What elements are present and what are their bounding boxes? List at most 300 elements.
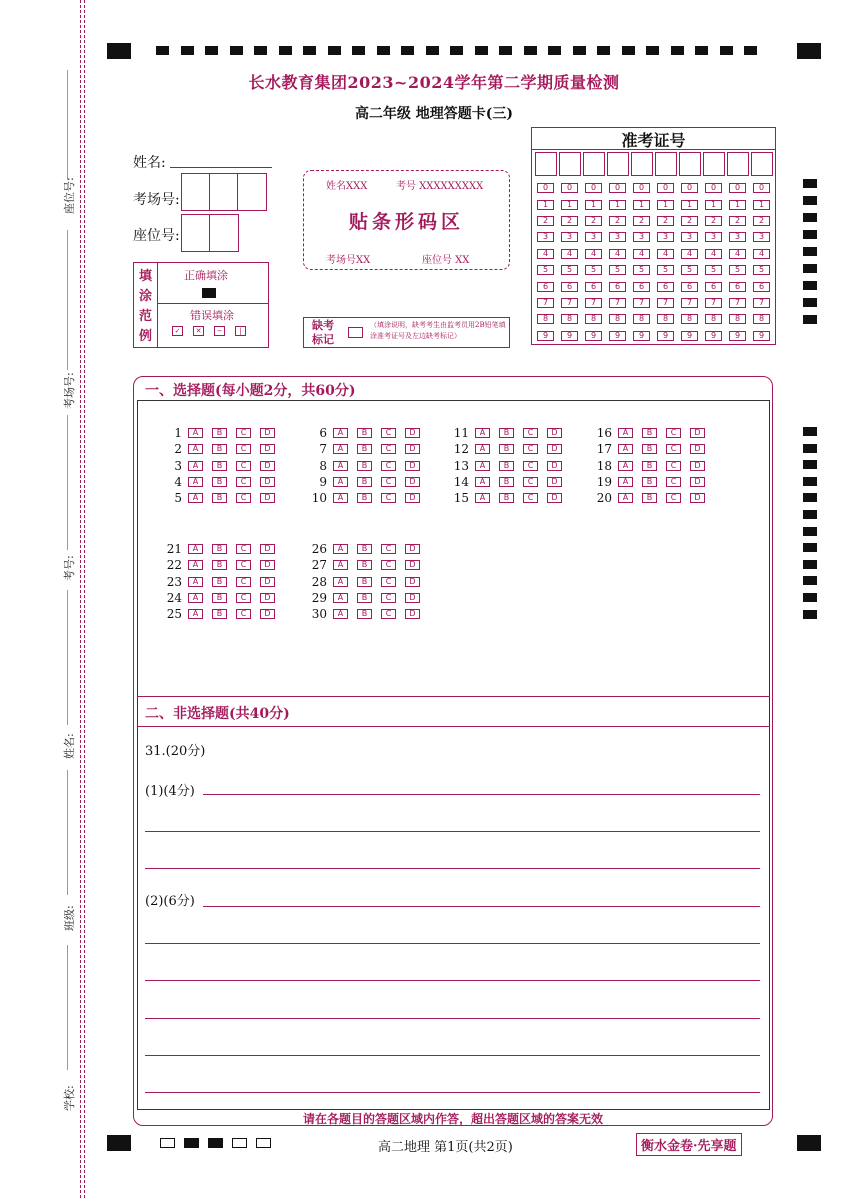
timing-mark [803,493,817,502]
option-bubble[interactable]: C [666,428,681,438]
option-bubble[interactable]: A [188,577,203,587]
answer-line[interactable] [203,906,760,907]
option-bubble[interactable]: C [236,428,251,438]
option-bubble[interactable]: C [381,444,396,454]
exam-digit-row [537,262,777,278]
option-bubble[interactable]: D [260,428,275,438]
option-bubble[interactable]: A [618,477,633,487]
option-bubble[interactable]: C [236,477,251,487]
correct-label: 正确填涂 [184,269,228,282]
digit-bubble[interactable]: 4 [609,249,626,259]
mc-question [160,441,284,457]
digit-bubble[interactable]: 1 [657,200,674,210]
option-bubble[interactable]: D [405,477,420,487]
digit-bubble[interactable]: 4 [729,249,746,259]
digit-bubble[interactable]: 9 [609,331,626,341]
mc-question [160,474,284,490]
barcode-room: 考场号XX [326,255,371,266]
digit-bubble[interactable]: 3 [537,232,554,242]
digit-bubble[interactable]: 5 [609,265,626,275]
question-number: 27 [311,558,327,573]
digit-bubble[interactable]: 5 [657,265,674,275]
option-bubble[interactable]: B [357,577,372,587]
digit-bubble[interactable]: 5 [753,265,770,275]
digit-bubble[interactable]: 0 [561,183,578,193]
digit-bubble[interactable]: 3 [633,232,650,242]
option-bubble[interactable]: B [499,477,514,487]
option-bubble[interactable]: D [260,560,275,570]
timing-mark [597,46,610,55]
side-write-line[interactable] [67,230,68,370]
digit-bubble[interactable]: 4 [537,249,554,259]
option-bubble[interactable]: A [333,593,348,603]
option-bubble[interactable]: D [405,428,420,438]
digit-bubble[interactable]: 2 [657,216,674,226]
digit-bubble[interactable]: 6 [729,282,746,292]
option-bubble[interactable]: B [212,461,227,471]
timing-mark [803,610,817,619]
digit-bubble[interactable]: 4 [657,249,674,259]
option-bubble[interactable]: A [475,493,490,503]
digit-bubble[interactable]: 7 [681,298,698,308]
absent-box [303,317,510,348]
option-bubble[interactable]: B [212,444,227,454]
digit-bubble[interactable]: 0 [753,183,770,193]
exam-digit-row [537,311,777,327]
digit-bubble[interactable]: 0 [537,183,554,193]
exam-digit-box[interactable] [607,152,629,176]
option-bubble[interactable]: B [642,477,657,487]
digit-bubble[interactable]: 4 [753,249,770,259]
exam-digit-box[interactable] [583,152,605,176]
digit-bubble[interactable]: 2 [681,216,698,226]
question-number: 4 [174,474,182,489]
side-write-line[interactable] [67,590,68,725]
answer-line[interactable] [145,868,760,869]
option-bubble[interactable]: B [212,428,227,438]
option-bubble[interactable]: D [260,609,275,619]
option-bubble[interactable]: A [188,428,203,438]
option-bubble[interactable]: D [690,493,705,503]
option-bubble[interactable]: C [381,477,396,487]
option-bubble[interactable]: A [333,560,348,570]
timing-mark [230,46,243,55]
option-bubble[interactable]: A [333,477,348,487]
option-bubble[interactable]: C [666,477,681,487]
answer-line[interactable] [145,980,760,981]
digit-bubble[interactable]: 2 [537,216,554,226]
option-bubble[interactable]: C [523,461,538,471]
option-bubble[interactable]: D [405,444,420,454]
digit-bubble[interactable]: 0 [705,183,722,193]
side-class-label: 班级: [63,905,76,931]
exam-digit-box[interactable] [751,152,773,176]
option-bubble[interactable]: D [547,493,562,503]
option-bubble[interactable]: B [357,444,372,454]
answer-area [137,400,770,1110]
option-bubble[interactable]: D [405,493,420,503]
option-bubble[interactable]: A [188,493,203,503]
option-bubble[interactable]: A [188,477,203,487]
answer-line[interactable] [203,794,760,795]
digit-bubble[interactable]: 8 [657,314,674,324]
option-bubble[interactable]: D [405,461,420,471]
option-bubble[interactable]: C [381,428,396,438]
option-bubble[interactable]: D [260,593,275,603]
option-bubble[interactable]: A [188,560,203,570]
digit-bubble[interactable]: 4 [681,249,698,259]
option-bubble[interactable]: C [666,444,681,454]
digit-bubble[interactable]: 1 [729,200,746,210]
option-bubble[interactable]: D [690,461,705,471]
exam-digit-box[interactable] [727,152,749,176]
digit-bubble[interactable]: 3 [705,232,722,242]
digit-bubble[interactable]: 9 [537,331,554,341]
option-bubble[interactable]: B [357,560,372,570]
footer-note: 请在各题目的答题区域内作答，超出答题区域的答案无效 [302,1112,603,1126]
side-write-line[interactable] [67,945,68,1070]
option-bubble[interactable]: C [236,493,251,503]
room-boxes[interactable] [181,173,267,211]
digit-bubble[interactable]: 1 [705,200,722,210]
option-bubble[interactable]: A [475,477,490,487]
option-bubble[interactable]: A [333,428,348,438]
option-bubble[interactable]: C [381,577,396,587]
option-bubble[interactable]: B [212,493,227,503]
question-number: 20 [596,491,612,506]
exam-digit-row [537,246,777,262]
option-bubble[interactable]: C [381,461,396,471]
digit-bubble[interactable]: 2 [585,216,602,226]
digit-bubble[interactable]: 6 [609,282,626,292]
side-write-line[interactable] [67,415,68,550]
option-bubble[interactable]: D [260,461,275,471]
digit-bubble[interactable]: 3 [657,232,674,242]
mc-question [305,541,429,557]
corner-mark [107,43,131,59]
barcode-name: 姓名XXX [326,181,368,192]
option-bubble[interactable]: D [260,493,275,503]
digit-bubble[interactable]: 2 [609,216,626,226]
digit-bubble[interactable]: 0 [633,183,650,193]
option-bubble[interactable]: B [212,577,227,587]
answer-line[interactable] [145,943,760,944]
option-bubble[interactable]: A [188,461,203,471]
digit-bubble[interactable]: 9 [705,331,722,341]
option-bubble[interactable]: C [236,544,251,554]
digit-bubble[interactable]: 8 [705,314,722,324]
digit-bubble[interactable]: 7 [705,298,722,308]
option-bubble[interactable]: A [333,544,348,554]
digit-bubble[interactable]: 3 [681,232,698,242]
digit-bubble[interactable]: 9 [753,331,770,341]
option-bubble[interactable]: C [523,444,538,454]
option-bubble[interactable]: D [405,544,420,554]
wrong-label: 错误填涂 [190,309,234,322]
digit-bubble[interactable]: 5 [585,265,602,275]
digit-bubble[interactable]: 6 [753,282,770,292]
seat-boxes[interactable] [181,214,239,252]
option-bubble[interactable]: A [333,444,348,454]
exam-number-inputs[interactable] [532,152,775,176]
timing-mark [524,46,537,55]
digit-bubble[interactable]: 3 [753,232,770,242]
option-bubble[interactable]: C [236,593,251,603]
name-input-line[interactable] [170,167,272,168]
option-bubble[interactable]: B [642,493,657,503]
option-bubble[interactable]: C [381,609,396,619]
option-bubble[interactable]: B [642,461,657,471]
digit-bubble[interactable]: 4 [561,249,578,259]
digit-bubble[interactable]: 7 [585,298,602,308]
option-bubble[interactable]: A [475,428,490,438]
digit-bubble[interactable]: 8 [585,314,602,324]
option-bubble[interactable]: D [547,444,562,454]
answer-line[interactable] [145,1055,760,1056]
digit-bubble[interactable]: 5 [705,265,722,275]
option-bubble[interactable]: D [405,560,420,570]
page-indicator-filled [208,1138,223,1148]
digit-bubble[interactable]: 8 [561,314,578,324]
timing-mark [548,46,561,55]
option-bubble[interactable]: B [212,560,227,570]
option-bubble[interactable]: C [236,461,251,471]
digit-bubble[interactable]: 5 [729,265,746,275]
exam-number-title: 准考证号 [532,128,775,150]
digit-bubble[interactable]: 8 [681,314,698,324]
digit-bubble[interactable]: 6 [705,282,722,292]
digit-bubble[interactable]: 6 [633,282,650,292]
option-bubble[interactable]: C [523,428,538,438]
digit-bubble[interactable]: 6 [537,282,554,292]
digit-bubble[interactable]: 1 [753,200,770,210]
digit-bubble[interactable]: 4 [705,249,722,259]
option-bubble[interactable]: A [618,444,633,454]
option-bubble[interactable]: D [260,544,275,554]
digit-bubble[interactable]: 7 [537,298,554,308]
option-bubble[interactable]: C [666,461,681,471]
digit-bubble[interactable]: 7 [729,298,746,308]
exam-digit-row [537,180,777,196]
digit-bubble[interactable]: 5 [537,265,554,275]
timing-mark [803,247,817,256]
digit-bubble[interactable]: 6 [681,282,698,292]
timing-mark [803,427,817,436]
digit-bubble[interactable]: 9 [585,331,602,341]
option-bubble[interactable]: B [499,428,514,438]
option-bubble[interactable]: B [357,477,372,487]
option-bubble[interactable]: D [260,444,275,454]
digit-bubble[interactable]: 7 [753,298,770,308]
mc-question [305,474,429,490]
digit-bubble[interactable]: 6 [561,282,578,292]
digit-bubble[interactable]: 2 [561,216,578,226]
option-bubble[interactable]: A [188,444,203,454]
option-bubble[interactable]: D [690,477,705,487]
option-bubble[interactable]: B [357,593,372,603]
absent-checkbox[interactable] [348,327,363,338]
option-bubble[interactable]: D [405,593,420,603]
digit-bubble[interactable]: 1 [633,200,650,210]
option-bubble[interactable]: B [499,444,514,454]
option-bubble[interactable]: A [188,609,203,619]
option-bubble[interactable]: B [212,477,227,487]
digit-bubble[interactable]: 7 [633,298,650,308]
option-bubble[interactable]: A [618,461,633,471]
question-number: 3 [174,458,182,473]
option-bubble[interactable]: B [212,544,227,554]
exam-digit-box[interactable] [703,152,725,176]
option-bubble[interactable]: C [236,444,251,454]
option-bubble[interactable]: C [523,477,538,487]
exam-digit-row [537,328,777,344]
page-indicator-empty [256,1138,271,1148]
digit-bubble[interactable]: 3 [609,232,626,242]
digit-bubble[interactable]: 7 [561,298,578,308]
digit-bubble[interactable]: 9 [633,331,650,341]
option-bubble[interactable]: A [475,444,490,454]
digit-bubble[interactable]: 9 [561,331,578,341]
question-number: 18 [596,458,612,473]
option-bubble[interactable]: B [642,444,657,454]
option-bubble[interactable]: B [499,461,514,471]
question-number: 5 [174,491,182,506]
option-bubble[interactable]: D [690,428,705,438]
digit-bubble[interactable]: 0 [657,183,674,193]
digit-bubble[interactable]: 5 [681,265,698,275]
option-bubble[interactable]: D [405,609,420,619]
digit-bubble[interactable]: 8 [729,314,746,324]
option-bubble[interactable]: B [212,609,227,619]
option-bubble[interactable]: C [523,493,538,503]
side-write-line[interactable] [67,770,68,895]
exam-digit-box[interactable] [631,152,653,176]
digit-bubble[interactable]: 9 [681,331,698,341]
exam-digit-bubbles[interactable] [537,180,777,344]
timing-mark [803,510,817,519]
page-number: 高二地理 第1页(共2页) [378,1140,513,1155]
option-bubble[interactable]: C [236,609,251,619]
question-number: 15 [453,491,469,506]
option-bubble[interactable]: B [357,493,372,503]
mc-question [305,490,429,506]
digit-bubble[interactable]: 6 [585,282,602,292]
digit-bubble[interactable]: 9 [657,331,674,341]
option-bubble[interactable]: C [381,544,396,554]
exam-digit-box[interactable] [559,152,581,176]
digit-bubble[interactable]: 4 [633,249,650,259]
digit-bubble[interactable]: 8 [537,314,554,324]
option-bubble[interactable]: D [547,461,562,471]
option-bubble[interactable]: A [618,428,633,438]
digit-bubble[interactable]: 2 [633,216,650,226]
digit-bubble[interactable]: 1 [561,200,578,210]
digit-bubble[interactable]: 0 [729,183,746,193]
option-bubble[interactable]: B [357,461,372,471]
digit-bubble[interactable]: 7 [657,298,674,308]
mc-question [160,557,284,573]
option-bubble[interactable]: C [381,560,396,570]
question-number: 22 [166,558,182,573]
question-number: 23 [166,574,182,589]
option-bubble[interactable]: C [381,493,396,503]
option-bubble[interactable]: A [188,593,203,603]
answer-line[interactable] [145,1092,760,1093]
digit-bubble[interactable]: 5 [561,265,578,275]
digit-bubble[interactable]: 7 [609,298,626,308]
mc-question [590,425,714,441]
option-bubble[interactable]: D [260,577,275,587]
digit-bubble[interactable]: 3 [561,232,578,242]
option-bubble[interactable]: A [188,544,203,554]
option-bubble[interactable]: C [666,493,681,503]
digit-bubble[interactable]: 3 [729,232,746,242]
digit-bubble[interactable]: 9 [729,331,746,341]
option-bubble[interactable]: B [357,609,372,619]
exam-digit-box[interactable] [655,152,677,176]
digit-bubble[interactable]: 8 [609,314,626,324]
digit-bubble[interactable]: 0 [585,183,602,193]
option-bubble[interactable]: B [357,428,372,438]
timing-mark [156,46,169,55]
exam-digit-box[interactable] [535,152,557,176]
option-bubble[interactable]: A [333,577,348,587]
digit-bubble[interactable]: 1 [681,200,698,210]
option-bubble[interactable]: B [357,544,372,554]
option-bubble[interactable]: A [333,609,348,619]
option-bubble[interactable]: B [499,493,514,503]
mc-question [305,557,429,573]
absent-label: 缺考标记 [312,319,334,346]
option-bubble[interactable]: D [260,477,275,487]
option-bubble[interactable]: D [405,577,420,587]
answer-line[interactable] [145,1018,760,1019]
side-seat-label: 座位号: [63,177,76,214]
option-bubble[interactable]: C [236,577,251,587]
option-bubble[interactable]: B [212,593,227,603]
digit-bubble[interactable]: 2 [729,216,746,226]
option-bubble[interactable]: D [547,428,562,438]
digit-bubble[interactable]: 8 [633,314,650,324]
digit-bubble[interactable]: 8 [753,314,770,324]
option-bubble[interactable]: C [381,593,396,603]
digit-bubble[interactable]: 2 [705,216,722,226]
digit-bubble[interactable]: 1 [537,200,554,210]
option-bubble[interactable]: D [690,444,705,454]
option-bubble[interactable]: A [618,493,633,503]
mc-question [305,574,429,590]
option-bubble[interactable]: C [236,560,251,570]
option-bubble[interactable]: B [642,428,657,438]
answer-line[interactable] [145,831,760,832]
digit-bubble[interactable]: 1 [585,200,602,210]
option-bubble[interactable]: A [333,493,348,503]
digit-bubble[interactable]: 6 [657,282,674,292]
option-bubble[interactable]: A [475,461,490,471]
timing-mark [377,46,390,55]
option-bubble[interactable]: D [547,477,562,487]
timing-mark [803,230,817,239]
digit-bubble[interactable]: 1 [609,200,626,210]
digit-bubble[interactable]: 2 [753,216,770,226]
exam-digit-box[interactable] [679,152,701,176]
digit-bubble[interactable]: 0 [609,183,626,193]
digit-bubble[interactable]: 5 [633,265,650,275]
option-bubble[interactable]: A [333,461,348,471]
digit-bubble[interactable]: 0 [681,183,698,193]
digit-bubble[interactable]: 4 [585,249,602,259]
digit-bubble[interactable]: 3 [585,232,602,242]
